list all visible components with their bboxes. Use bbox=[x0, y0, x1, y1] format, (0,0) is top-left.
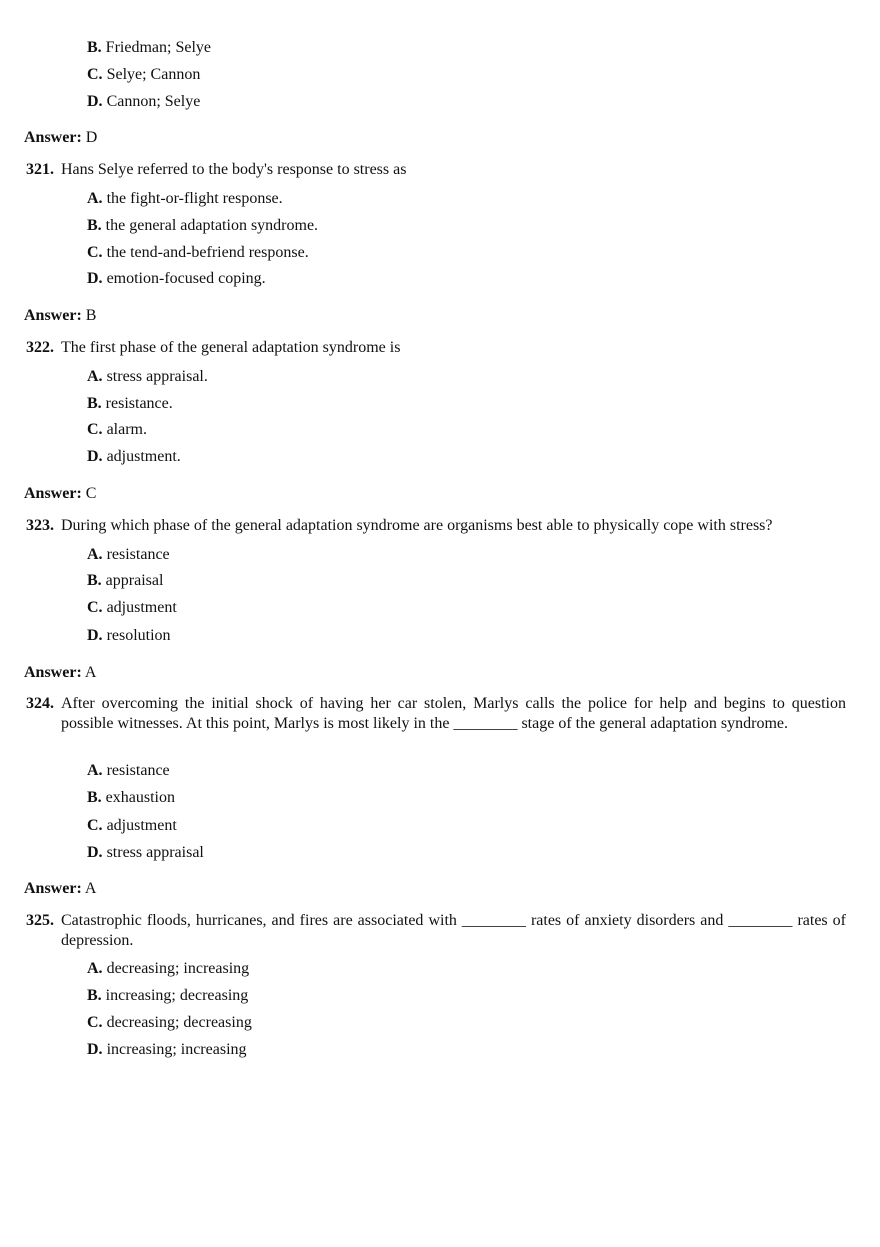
option-b bbox=[87, 986, 248, 1006]
answer-line bbox=[24, 128, 97, 148]
question-text: The first phase of the general adaptation syndrome is bbox=[61, 339, 401, 356]
option-letter: B. bbox=[87, 217, 102, 234]
option-text: adjustment bbox=[106, 817, 177, 834]
option-letter: A. bbox=[87, 546, 103, 563]
answer-line bbox=[24, 484, 96, 504]
option-c bbox=[87, 243, 309, 263]
option-b bbox=[87, 571, 163, 591]
question-text: Catastrophic floods, hurricanes, and fires are associated with ________ rates of anxiety disorders and ________ rates of depression. bbox=[61, 912, 846, 949]
option-text: increasing; increasing bbox=[106, 1041, 247, 1058]
option-letter: D. bbox=[87, 844, 103, 861]
option-c bbox=[87, 65, 200, 85]
option-c bbox=[87, 420, 147, 440]
answer-line bbox=[24, 306, 96, 326]
option-text: adjustment bbox=[106, 599, 177, 616]
option-d bbox=[87, 626, 171, 646]
option-text: the fight-or-flight response. bbox=[106, 190, 283, 207]
option-text: decreasing; increasing bbox=[106, 960, 250, 977]
option-letter: C. bbox=[87, 1014, 103, 1031]
option-text: exhaustion bbox=[105, 789, 175, 806]
question-text: During which phase of the general adaptation syndrome are organisms best able to physically cope with stress? bbox=[61, 517, 773, 534]
answer-value: B bbox=[85, 307, 97, 324]
option-text: emotion-focused coping. bbox=[106, 270, 266, 287]
answer-label: Answer: bbox=[24, 880, 82, 897]
option-c bbox=[87, 816, 177, 836]
answer-value: D bbox=[85, 129, 98, 146]
option-c bbox=[87, 598, 177, 618]
option-letter: D. bbox=[87, 270, 103, 287]
option-letter: B. bbox=[87, 987, 102, 1004]
option-letter: A. bbox=[87, 960, 103, 977]
answer-label: Answer: bbox=[24, 129, 82, 146]
option-letter: C. bbox=[87, 244, 103, 261]
option-text: Cannon; Selye bbox=[106, 93, 201, 110]
option-text: alarm. bbox=[106, 421, 147, 438]
question-text: After overcoming the initial shock of having her car stolen, Marlys calls the police for help and begins to question possible witnesses. At this point, Marlys is most likely in the ________ stage of the general adaptation syndrome. bbox=[61, 695, 846, 732]
option-text: resistance. bbox=[105, 395, 173, 412]
option-text: resistance bbox=[106, 546, 170, 563]
option-letter: D. bbox=[87, 93, 103, 110]
option-a bbox=[87, 189, 283, 209]
option-text: increasing; decreasing bbox=[105, 987, 249, 1004]
option-letter: D. bbox=[87, 1041, 103, 1058]
option-text: the tend-and-befriend response. bbox=[106, 244, 309, 261]
option-text: decreasing; decreasing bbox=[106, 1014, 252, 1031]
option-b bbox=[87, 216, 318, 236]
question-number: 322. bbox=[26, 339, 54, 356]
option-letter: A. bbox=[87, 190, 103, 207]
answer-label: Answer: bbox=[24, 307, 82, 324]
option-d bbox=[87, 843, 204, 863]
option-d bbox=[87, 269, 266, 289]
option-b bbox=[87, 394, 173, 414]
option-letter: B. bbox=[87, 39, 102, 56]
option-text: resolution bbox=[106, 627, 171, 644]
answer-line bbox=[24, 879, 96, 899]
option-a bbox=[87, 367, 208, 387]
option-d bbox=[87, 447, 181, 467]
option-text: Friedman; Selye bbox=[105, 39, 211, 56]
option-a bbox=[87, 959, 249, 979]
option-letter: C. bbox=[87, 599, 103, 616]
option-a bbox=[87, 545, 170, 565]
option-text: appraisal bbox=[105, 572, 164, 589]
option-text: resistance bbox=[106, 762, 170, 779]
option-a bbox=[87, 761, 170, 781]
answer-value: A bbox=[84, 880, 97, 897]
option-letter: C. bbox=[87, 421, 103, 438]
option-text: adjustment. bbox=[106, 448, 181, 465]
option-letter: A. bbox=[87, 762, 103, 779]
option-d bbox=[87, 1040, 247, 1060]
option-text: the general adaptation syndrome. bbox=[105, 217, 319, 234]
option-d bbox=[87, 92, 200, 112]
option-letter: D. bbox=[87, 627, 103, 644]
option-b bbox=[87, 38, 211, 58]
option-text: Selye; Cannon bbox=[106, 66, 201, 83]
option-letter: A. bbox=[87, 368, 103, 385]
option-text: stress appraisal bbox=[106, 844, 204, 861]
option-letter: D. bbox=[87, 448, 103, 465]
answer-label: Answer: bbox=[24, 485, 82, 502]
option-letter: B. bbox=[87, 395, 102, 412]
question-number: 324. bbox=[26, 695, 54, 712]
option-letter: C. bbox=[87, 817, 103, 834]
option-letter: B. bbox=[87, 789, 102, 806]
answer-label: Answer: bbox=[24, 664, 82, 681]
question-number: 325. bbox=[26, 912, 54, 929]
option-b bbox=[87, 788, 175, 808]
option-c bbox=[87, 1013, 252, 1033]
answer-line bbox=[24, 663, 96, 683]
question-text: Hans Selye referred to the body's response to stress as bbox=[61, 161, 407, 178]
option-letter: C. bbox=[87, 66, 103, 83]
question-number: 321. bbox=[26, 161, 54, 178]
answer-value: C bbox=[85, 485, 97, 502]
option-text: stress appraisal. bbox=[106, 368, 208, 385]
option-letter: B. bbox=[87, 572, 102, 589]
answer-value: A bbox=[84, 664, 97, 681]
question-number: 323. bbox=[26, 517, 54, 534]
